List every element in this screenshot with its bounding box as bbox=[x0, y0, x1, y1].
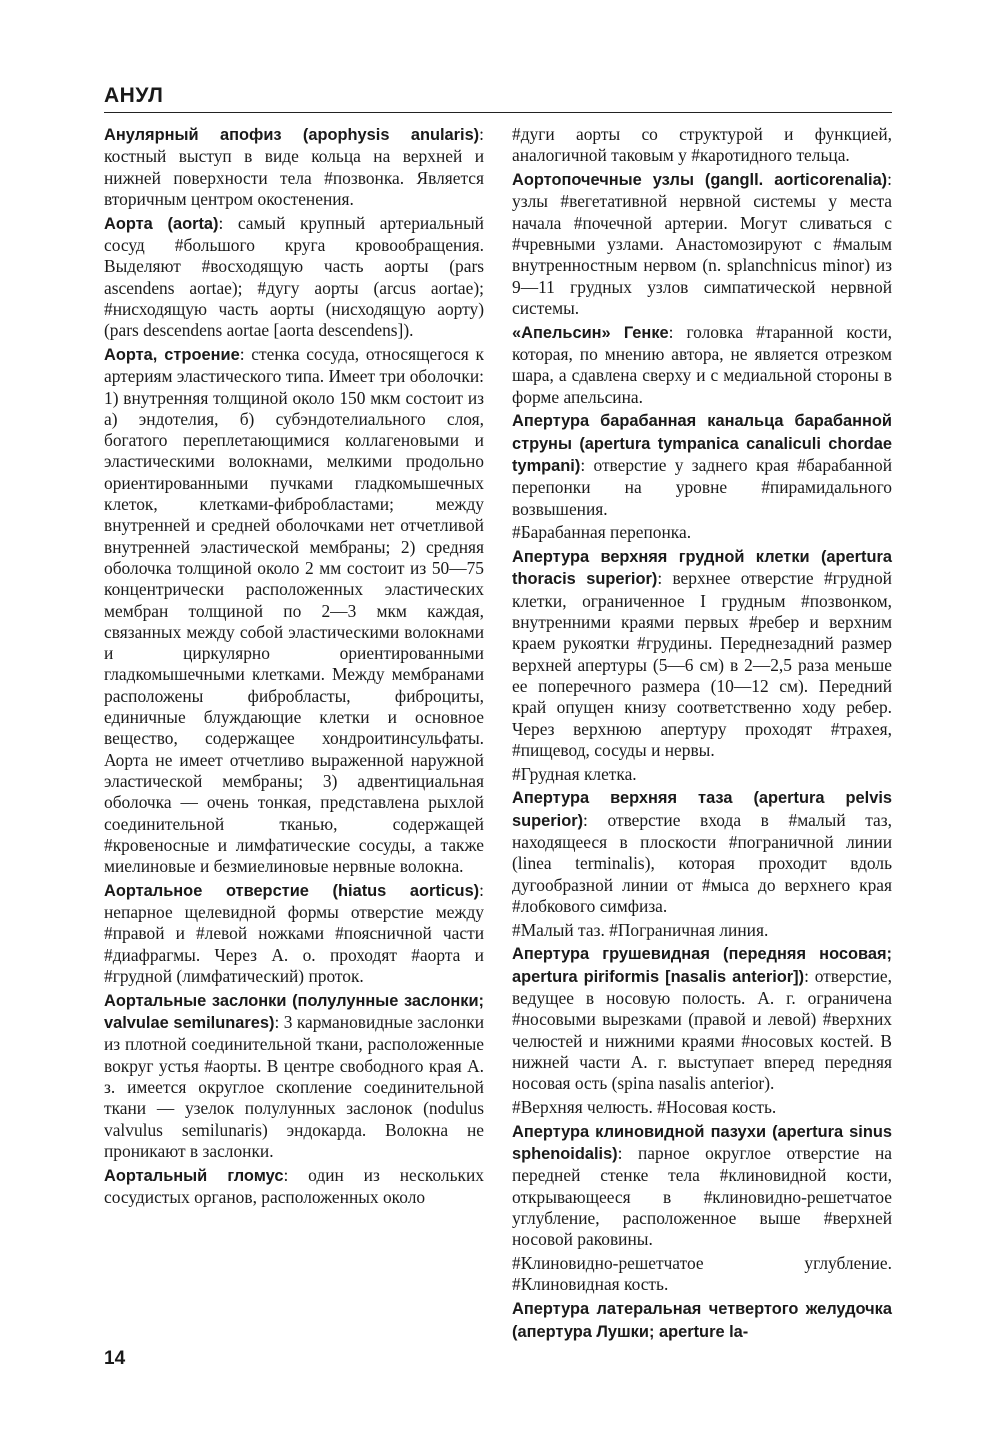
entry-term: Апертура клиновидной пазухи (apertura sinus sphenoidalis) bbox=[512, 1122, 892, 1164]
entry-term: Апертура верхняя таза (apertura pelvis superior) bbox=[512, 789, 892, 830]
entry bbox=[512, 169, 892, 319]
entry-text: : костный выступ в виде кольца на верхней и нижней поверхности тела #позвонка. Является вторичным центром окостенения. bbox=[104, 124, 484, 209]
entry-term: Аортальный гломус bbox=[104, 1166, 284, 1185]
entry bbox=[104, 124, 484, 210]
entry bbox=[104, 213, 484, 342]
entry-text: : отверстие у заднего края #барабанной перепонки на уровне #пирамидального возвышения. bbox=[512, 454, 892, 519]
running-head: АНУЛ bbox=[104, 84, 164, 107]
entry-text: : 3 кармановидные заслонки из плотной соединительной ткани, расположенные вокруг устья #аорты. В центре свободного края А. з. имеется округлое скопление соединительной ткани — узелок полулунных заслонок (nodulus valvulus semilunaris) эндокарда. Волокна не проникают в заслонки. bbox=[104, 1012, 484, 1161]
left-column bbox=[104, 124, 484, 1211]
entry-term: «Апельсин» Генке bbox=[512, 323, 669, 342]
entry-text: : непарное щелевидной формы отверстие между #правой и #левой ножками #поясничной части #диафрагмы. Через А. о. проходят #аорта и #грудной (лимфатический) проток. bbox=[104, 879, 484, 987]
header-rule bbox=[104, 112, 892, 113]
entry-term: Апертура грушевидная (передняя носовая; apertura piriformis [nasalis anterior]) bbox=[512, 945, 892, 986]
entry bbox=[512, 1121, 892, 1251]
entry bbox=[512, 1298, 892, 1343]
entry bbox=[104, 990, 484, 1162]
entry bbox=[104, 880, 484, 987]
entry-text: : головка #таранной кости, которая, по мнению автора, не является отрезком шара, а сдавлена сверху и с медиальной стороны в форме апельсина. bbox=[512, 321, 893, 407]
cross-reference: #Грудная клетка. bbox=[512, 763, 637, 784]
entry-text: : стенка сосуда, относящегося к артериям эластического типа. Имеет три оболочки: 1) внутренняя толщиной около 150 мкм состоит из а) эндотелия, б) субэндотелиального слоя, богатого переплетающимися коллагеновыми и эластическими волокнами, мелкими продольно ориентированными пучками гладкомышечных клеток, клетками-фибробластами; между внутренней и средней оболочками нет отчетливой внутренней эластической мембраны; 2) средняя оболочка толщиной около 2 мм состоит из 50—75 концентрически расположенных эластических мембран толщиной по 2—3 мкм каждая, связанных между собой эластическими волокнами и циркулярно ориентированными гладкомышечными клетками. Между мембранами расположены фибробласты, фиброциты, единичные блуждающие клетки и основное вещество, содержащее хондроитинсульфаты. Аорта не имеет отчетливо выраженной наружной эластической мембраны; 3) адвентициальная оболочка — очень тонкая, представлена рыхлой соединительной тканью, содержащей #кровеносные и лимфатические сосуды, а также миелиновые и безмиелиновые нервные волокна. bbox=[104, 343, 484, 877]
entry-term: Апертура барабанная канальца барабанной струны (apertura tympanica canaliculi chordae tympani) bbox=[512, 412, 892, 475]
entry-text: : парное округлое отверстие на передней стенке тела #клиновидной кости, открывающееся в #клиновидно-решетчатое углубление, расположенное выше #верхней носовой раковины. bbox=[512, 1143, 892, 1250]
entry bbox=[512, 322, 892, 408]
entry-term: Аортопочечные узлы (gangll. aorticorenalia) bbox=[512, 171, 888, 190]
right-column bbox=[512, 124, 892, 1345]
cross-reference: #Верхняя челюсть. #Носовая кость. bbox=[512, 1097, 777, 1118]
page-number: 14 bbox=[104, 1348, 126, 1369]
entry bbox=[104, 344, 484, 877]
entry-term: Аортальное отверстие (hiatus aorticus) bbox=[104, 881, 480, 900]
entry-term: Апертура латеральная четвертого желудочка (апертура Лушки; aperture la- bbox=[512, 1300, 892, 1341]
cross-reference: #Барабанная перепонка. bbox=[512, 522, 692, 543]
entry bbox=[512, 546, 892, 761]
entry-text: #дуги аорты со структурой и функцией, аналогичной таковым у #каротидного тельца. bbox=[512, 124, 892, 166]
entry bbox=[104, 1165, 484, 1209]
entry-term: Аорта (aorta) bbox=[104, 214, 219, 233]
entry-text: : отверстие входа в #малый таз, находящееся в плоскости #пограничной линии (linea terminalis), которая проходит вдоль дугообразной линии от #мыса до верхнего края #лобкового симфиза. bbox=[512, 809, 892, 916]
entry bbox=[512, 787, 892, 917]
entry bbox=[512, 943, 892, 1094]
entry-text: : отверстие, ведущее в носовую полость. А. г. ограничена #носовыми вырезками (правой и левой) #верхних челюстей и нижними краями #носовых костей. В нижней части А. г. выступает вперед передняя носовая ость (spina nasalis anterior). bbox=[512, 965, 892, 1094]
cross-reference: #Малый таз. #Пограничная линия. bbox=[512, 919, 769, 940]
entry-text: : один из нескольких сосудистых органов, расположенных около bbox=[104, 1164, 484, 1208]
entry-text: : верхнее отверстие #грудной клетки, ограниченное I грудным #позвонком, внутренними краями первых #ребер и верхним краем рукоятки #грудины. Переднезадний размер верхней апертуры (5—6 см) в 2—2,5 раза меньше ее поперечного размера (10—12 см). Передний край опущен книзу соответственно ходу ребер. Через верхнюю апертуру проходят #трахея, #пищевод, сосуды и нервы. bbox=[512, 568, 892, 760]
entry bbox=[512, 124, 892, 167]
entry-term: Анулярный апофиз (apophysis anularis) bbox=[104, 126, 480, 144]
entry-term: Апертура верхняя грудной клетки (apertura thoracis superior) bbox=[512, 548, 892, 589]
entry-term: Аортальные заслонки (полулунные заслонки; valvulae semilunares) bbox=[104, 991, 484, 1033]
entry-text: : самый крупный артериальный сосуд #большого круга кровообращения. Выделяют #восходящую часть аорты (pars ascendens aortae); #дугу аорты (arcus aortae); #нисходящую часть аорты (нисходящую аорту) (pars descendens aortae [aorta descendens]). bbox=[104, 212, 484, 341]
entry bbox=[512, 410, 892, 519]
entry-text: : узлы #вегетативной нервной системы у места начала #почечной артерии. Могут сливаться с #чревными узлами. Анастомозируют с #малым внутренностным нервом (n. splanchnicus minor) из 9—11 грудных узлов симпатической нервной системы. bbox=[512, 169, 892, 318]
entry-term: Аорта, строение bbox=[104, 345, 240, 364]
cross-reference: #Клиновидно-решетчатое углубление. #Клиновидная кость. bbox=[512, 1253, 892, 1295]
